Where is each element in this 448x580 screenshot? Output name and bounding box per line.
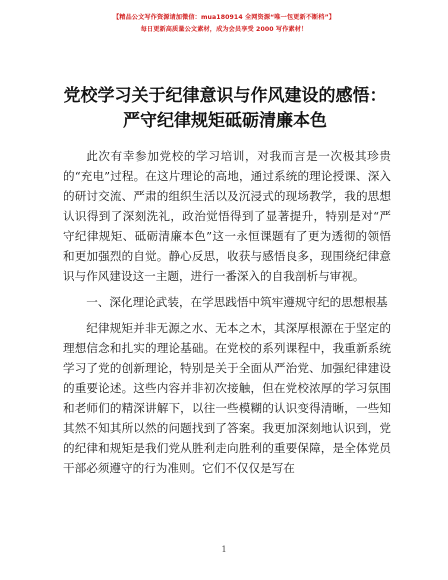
promo-banner [0,12,448,36]
paragraph-intro: 此次有幸参加党校的学习培训，对我而言是一次极其珍贵的“充电”过程。在这片理论的高地，通过系统的理论授课、深入的研讨交流、严肃的组织生活以及沉浸式的现场教学，我的思想认识得到了深刻洗礼，政治觉悟得到了显著提升，特别是对“严守纪律规矩、砥砺清廉本色”这一永恒课题有了更为透彻的领悟和更加强烈的自觉。静心反思，收获与感悟良多，现围绕纪律意识与作风建设这一主题，进行一番深入的自我剖析与审视。 [63,149,391,283]
document-title: 党校学习关于纪律意识与作风建设的感悟：严守纪律规矩砥砺清廉本色 [63,86,387,131]
page-number: 1 [221,545,227,554]
paragraph-section-1: 纪律规矩并非无源之水、无本之木，其深厚根源在于坚定的理想信念和扎实的理论基础。在党校的系列课程中，我重新系统学习了党的创新理论，特别是关于全面从严治党、加强纪律建设的重要论述。这些内容并非初次接触，但在党校浓厚的学习氛围和老师们的精深讲解下，以往一些模糊的认识变得清晰，一些知其然不知其所以然的问题找到了答案。我更加深刻地认识到，党的纪律和规矩是我们党从胜利走向胜利的重要保障，是全体党员干部必须遵守的行为准则。它们不仅仅是写在 [63,321,391,475]
document-body [63,146,391,484]
section-heading-1: 一、深化理论武装，在学思践悟中筑牢遵规守纪的思想根基 [86,295,388,309]
promo-banner-line-1: 【精品公文写作资源请加微信：mua180914 全网资源“唯一包更新不断档”】 [112,14,336,21]
promo-banner-line-2: 每日更新高质量公文素材，成为会员享受 2000 写作素材！ [140,26,308,33]
